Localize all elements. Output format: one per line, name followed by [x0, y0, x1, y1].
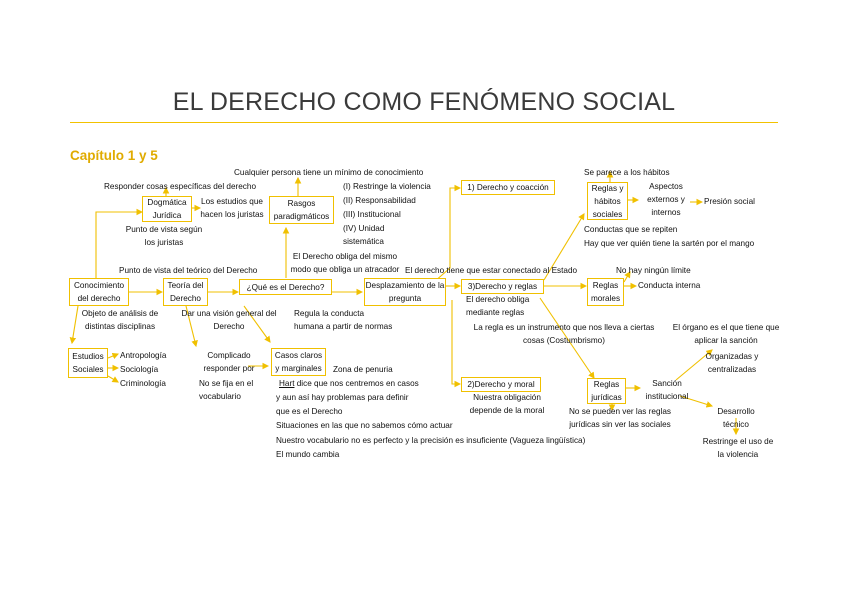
box-derecho-reglas: 3)Derecho y reglas [461, 279, 544, 294]
hart-rest: dice que nos centremos en casos [294, 379, 419, 388]
label-responder: Responder cosas específicas del derecho [104, 182, 257, 191]
page-title: EL DERECHO COMO FENÓMENO SOCIAL [172, 88, 676, 116]
label-dar-vision: Dar una visión general del Derecho [181, 309, 277, 331]
label-sociologia: Sociología [120, 365, 159, 374]
label-situaciones: Situaciones en las que no sabemos cómo actuar [276, 421, 453, 430]
label-conductas-repiten: Conductas que se repiten [584, 225, 678, 234]
label-no-fija: No se fija en el vocabulario [199, 379, 254, 401]
label-no-pueden: No se pueden ver las reglas jurídicas sin ver las sociales [569, 407, 671, 429]
box-derecho-moral: 2)Derecho y moral [461, 377, 541, 392]
label-cualquier-persona: Cualquier persona tiene un mínimo de conocimiento [234, 168, 424, 177]
label-hart [279, 377, 419, 390]
label-estudios-juristas: Los estudios que hacen los juristas [200, 197, 264, 219]
box-casos-claros: Casos claros y marginales [271, 348, 326, 376]
label-punto-vista-teorico: Punto de vista del teórico del Derecho [119, 266, 258, 275]
box-que-es-derecho: ¿Qué es el Derecho? [239, 279, 332, 295]
label-obliga-reglas: El derecho obliga mediante reglas [466, 295, 530, 317]
label-criminologia: Criminología [120, 379, 166, 388]
label-organizadas: Organizadas y centralizadas [705, 352, 759, 374]
label-punto-vista-juristas: Punto de vista según los juristas [125, 225, 203, 247]
label-rasgo-3: (III) Institucional [343, 210, 401, 219]
label-complicado: Complicado responder por [203, 351, 255, 373]
label-conectado-estado: El derecho tiene que estar conectado al Estado [405, 266, 578, 275]
label-zona-penuria: Zona de penuria [333, 365, 393, 374]
box-derecho-coaccion: 1) Derecho y coacción [461, 180, 555, 195]
label-rasgo-4: (IV) Unidad sistemática [343, 224, 385, 246]
label-objeto-analisis: Objeto de análisis de distintas disciplinas [81, 309, 159, 331]
label-rasgo-2: (II) Responsabilidad [343, 196, 416, 205]
arrow-desplazamiento-moral [452, 300, 460, 384]
box-teoria-derecho: Teoría del Derecho [163, 278, 208, 306]
box-rasgos-paradigmaticos: Rasgos paradigmáticos [269, 196, 334, 224]
label-desarrollo-tecnico: Desarrollo técnico [717, 407, 755, 429]
chapter-subtitle: Capítulo 1 y 5 [70, 148, 158, 163]
label-regula-conducta: Regula la conducta humana a partir de normas [294, 309, 393, 331]
label-nuestra-obligacion: Nuestra obligación depende de la moral [469, 393, 545, 415]
label-que-es-el-derecho: que es el Derecho [276, 407, 343, 416]
label-presion-social: Presión social [704, 197, 755, 206]
box-reglas-juridicas: Reglas jurídicas [587, 378, 626, 404]
arrow-estudios-criminologia [108, 376, 118, 382]
box-conocimiento-derecho: Conocimiento del derecho [69, 278, 129, 306]
label-instrumento: La regla es un instrumento que nos lleva a ciertas cosas (Costumbrismo) [473, 323, 655, 345]
box-dogmatica-juridica: Dogmática Jurídica [142, 196, 192, 222]
label-obliga-atracador: El Derecho obliga del mismo modo que obliga un atracador [290, 252, 400, 274]
box-reglas-morales: Reglas morales [587, 278, 624, 306]
arrow-estudios-antropologia [108, 354, 118, 358]
box-reglas-habitos: Reglas y hábitos sociales [587, 182, 628, 220]
label-se-parece: Se parece a los hábitos [584, 168, 670, 177]
label-sarten: Hay que ver quién tiene la sartén por el mango [584, 239, 755, 248]
label-y-aun: y aun así hay problemas para definir [276, 393, 409, 402]
label-no-limite: No hay ningún límite [616, 266, 691, 275]
label-rasgo-1: (I) Restringe la violencia [343, 182, 431, 191]
label-restringe-violencia: Restringe el uso de la violencia [702, 437, 774, 459]
label-mundo-cambia: El mundo cambia [276, 450, 340, 459]
box-desplazamiento-pregunta: Desplazamiento de la pregunta [364, 278, 446, 306]
label-antropologia: Antropología [120, 351, 167, 360]
label-sancion: Sanción institucional [645, 379, 689, 401]
label-vocabulario: Nuestro vocabulario no es perfecto y la precisión es insuficiente (Vagueza lingüística) [276, 436, 586, 445]
label-aspectos: Aspectos externos y internos [647, 182, 685, 217]
label-conducta-interna: Conducta interna [638, 281, 701, 290]
label-organo: El órgano es el que tiene que aplicar la sanción [672, 323, 780, 345]
box-estudios-sociales: Estudios Sociales [68, 348, 108, 378]
hart-author: Hart [279, 379, 295, 388]
